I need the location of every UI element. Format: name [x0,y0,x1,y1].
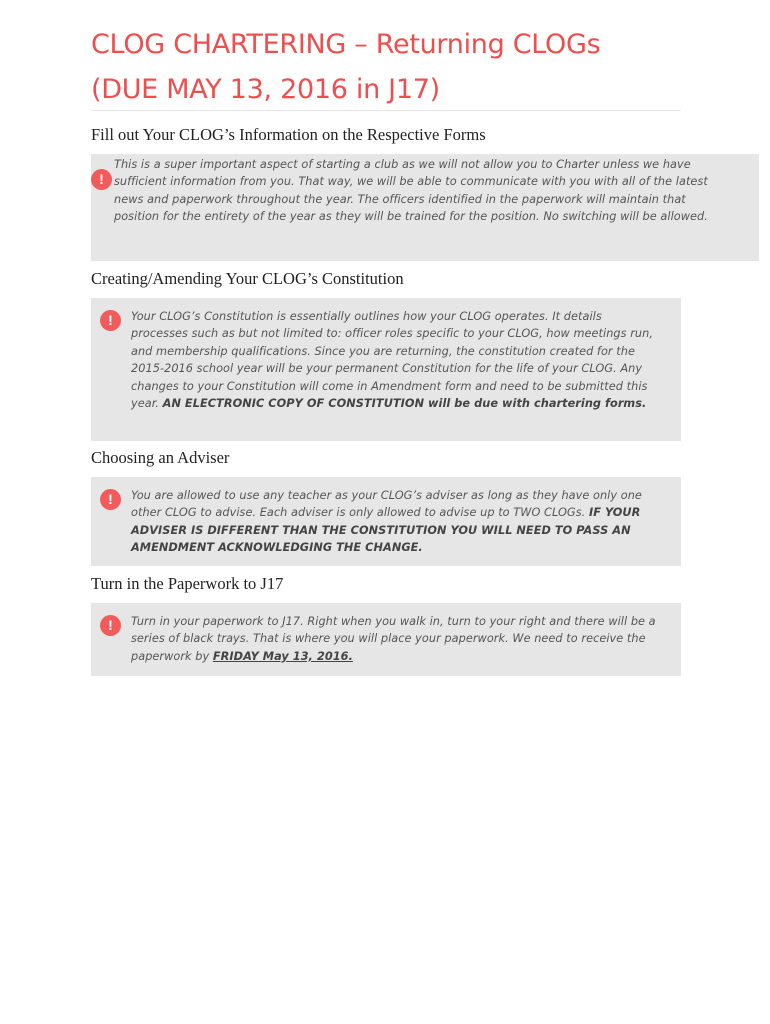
exclamation-circle-icon: ! [100,489,121,510]
section-constitution [91,268,681,441]
section-heading: Turn in the Paperwork to J17 [91,574,284,593]
note-box [91,477,681,566]
note-text: Your CLOG’s Constitution is essentially outlines how your CLOG operates. It details processes such as but not limited to: officer roles specific to your CLOG, how meetings run, and membership qualifications. Since you are returning, the constitution created for the 2015-2016 school year will be your permanent Constitution for the life of your CLOG. Any changes to your Constitution will come in Amendment form and need to be submitted this year. AN ELECTRONIC COPY OF CONSTITUTION will be due with chartering forms. [131,310,653,411]
section-information-forms [91,124,759,261]
title-divider [91,110,681,111]
note-text: You are allowed to use any teacher as your CLOG’s adviser as long as they have only one other CLOG to advise. Each adviser is only allowed to advise up to TWO CLOGs. IF YOUR ADVISER IS DIFFERENT THAN THE CONSTITUTION YOU WILL NEED TO PASS AN AMENDMENT ACKNOWLEDGING THE CHANGE. [131,489,642,555]
note-text: This is a super important aspect of starting a club as we will not allow you to Charter unless we have sufficient information from you. That way, we will be able to communicate with you with all of the latest news and paperwork throughout the year. The officers identified in the paperwork will maintain that position for the entirety of the year as they will be trained for the position. No switching will be allowed. [114,158,708,224]
exclamation-circle-icon: ! [91,169,112,190]
section-heading: Choosing an Adviser [91,448,230,467]
section-turn-in [91,573,681,676]
section-adviser [91,447,681,566]
emphasis-text: IF YOUR ADVISER IS DIFFERENT THAN THE CONSTITUTION YOU WILL NEED TO PASS AN AMENDMENT ACKNOWLEDGING THE CHANGE. [131,506,641,555]
note-box [91,154,759,261]
note-text: Turn in your paperwork to J17. Right when you walk in, turn to your right and there will be a series of black trays. That is where you will place your paperwork. We need to receive the paperwork by FRIDAY May 13, 2016. [131,615,656,663]
due-date-text: FRIDAY May 13, 2016. [212,649,353,663]
section-heading: Creating/Amending Your CLOG’s Constitution [91,269,404,288]
exclamation-circle-icon: ! [100,310,121,331]
note-box [91,298,681,441]
page-title [91,22,691,112]
exclamation-circle-icon: ! [100,615,121,636]
title-line-1: CLOG CHARTERING – Returning CLOGs [91,29,601,60]
note-box [91,603,681,676]
title-line-2: (DUE MAY 13, 2016 in J17) [91,74,440,105]
section-heading: Fill out Your CLOG’s Information on the Respective Forms [91,125,486,144]
emphasis-text: AN ELECTRONIC COPY OF CONSTITUTION will be due with chartering forms. [162,397,647,411]
